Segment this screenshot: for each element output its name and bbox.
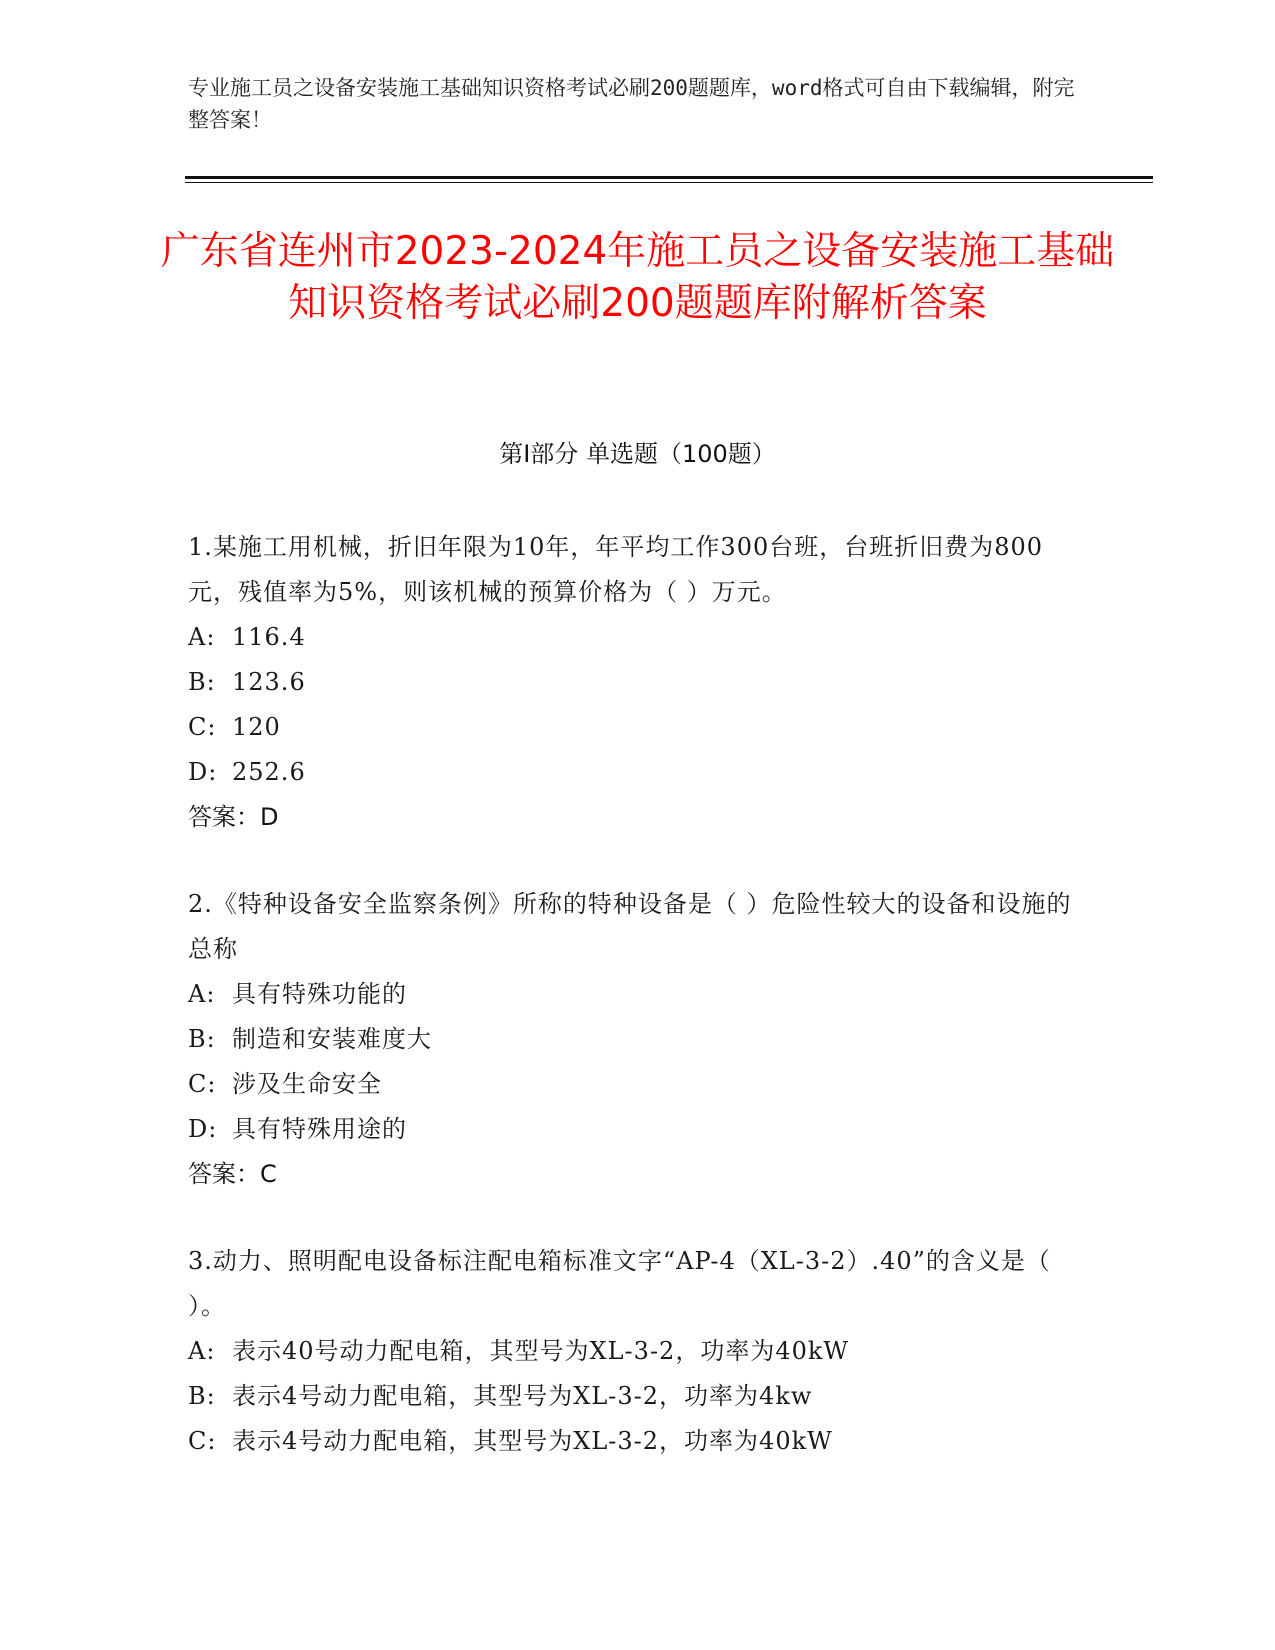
header-divider-thin	[185, 182, 1153, 183]
question-item	[188, 525, 1078, 840]
question-stem: 3.动力、照明配电设备标注配电箱标准文字“AP-4（XL-3-2）.40”的含义是（ ）。	[188, 1247, 1051, 1320]
option-text: 252.6	[232, 758, 306, 786]
question-list	[188, 525, 1078, 1506]
option-key: A:	[188, 1337, 216, 1365]
option-a	[188, 972, 1078, 1017]
option-text: 表示4号动力配电箱，其型号为XL-3-2，功率为4kw	[232, 1382, 813, 1410]
option-key: B:	[188, 1382, 216, 1410]
option-key: A:	[188, 623, 216, 651]
option-text: 116.4	[232, 623, 306, 651]
option-a	[188, 615, 1078, 660]
answer-line: 答案：C	[188, 1160, 277, 1188]
option-b	[188, 1017, 1078, 1062]
option-d	[188, 1107, 1078, 1152]
option-b	[188, 660, 1078, 705]
option-text: 具有特殊功能的	[232, 980, 407, 1008]
option-text: 120	[232, 713, 281, 741]
option-key: B:	[188, 1025, 216, 1053]
question-stem: 1.某施工用机械，折旧年限为10年，年平均工作300台班，台班折旧费为800元，残值率为5%，则该机械的预算价格为（ ）万元。	[188, 533, 1044, 606]
question-stem: 2.《特种设备安全监察条例》所称的特种设备是（ ）危险性较大的设备和设施的总称	[188, 890, 1072, 963]
option-text: 123.6	[232, 668, 306, 696]
option-text: 具有特殊用途的	[232, 1115, 407, 1143]
option-b	[188, 1374, 1078, 1419]
answer-line: 答案：D	[188, 803, 279, 831]
option-c	[188, 1419, 1078, 1464]
option-key: C:	[188, 713, 217, 741]
option-key: A:	[188, 980, 216, 1008]
option-c	[188, 1062, 1078, 1107]
question-item	[188, 882, 1078, 1197]
option-key: D:	[188, 758, 218, 786]
option-text: 制造和安装难度大	[232, 1025, 432, 1053]
header-note: 专业施工员之设备安装施工基础知识资格考试必刷200题题库，word格式可自由下载编辑，附完整答案！	[188, 76, 1075, 132]
section-heading: 第I部分 单选题（100题）	[499, 440, 776, 468]
option-text: 涉及生命安全	[232, 1070, 382, 1098]
option-c	[188, 705, 1078, 750]
option-key: D:	[188, 1115, 218, 1143]
question-item	[188, 1239, 1078, 1464]
option-key: C:	[188, 1070, 217, 1098]
option-key: B:	[188, 668, 216, 696]
option-text: 表示40号动力配电箱，其型号为XL-3-2，功率为40kW	[232, 1337, 850, 1365]
option-a	[188, 1329, 1078, 1374]
option-d	[188, 750, 1078, 795]
option-text: 表示4号动力配电箱，其型号为XL-3-2，功率为40kW	[232, 1427, 833, 1455]
header-divider-thick	[185, 176, 1153, 179]
document-title: 广东省连州市2023-2024年施工员之设备安装施工基础知识资格考试必刷200题题库附解析答案	[160, 229, 1115, 326]
option-key: C:	[188, 1427, 217, 1455]
